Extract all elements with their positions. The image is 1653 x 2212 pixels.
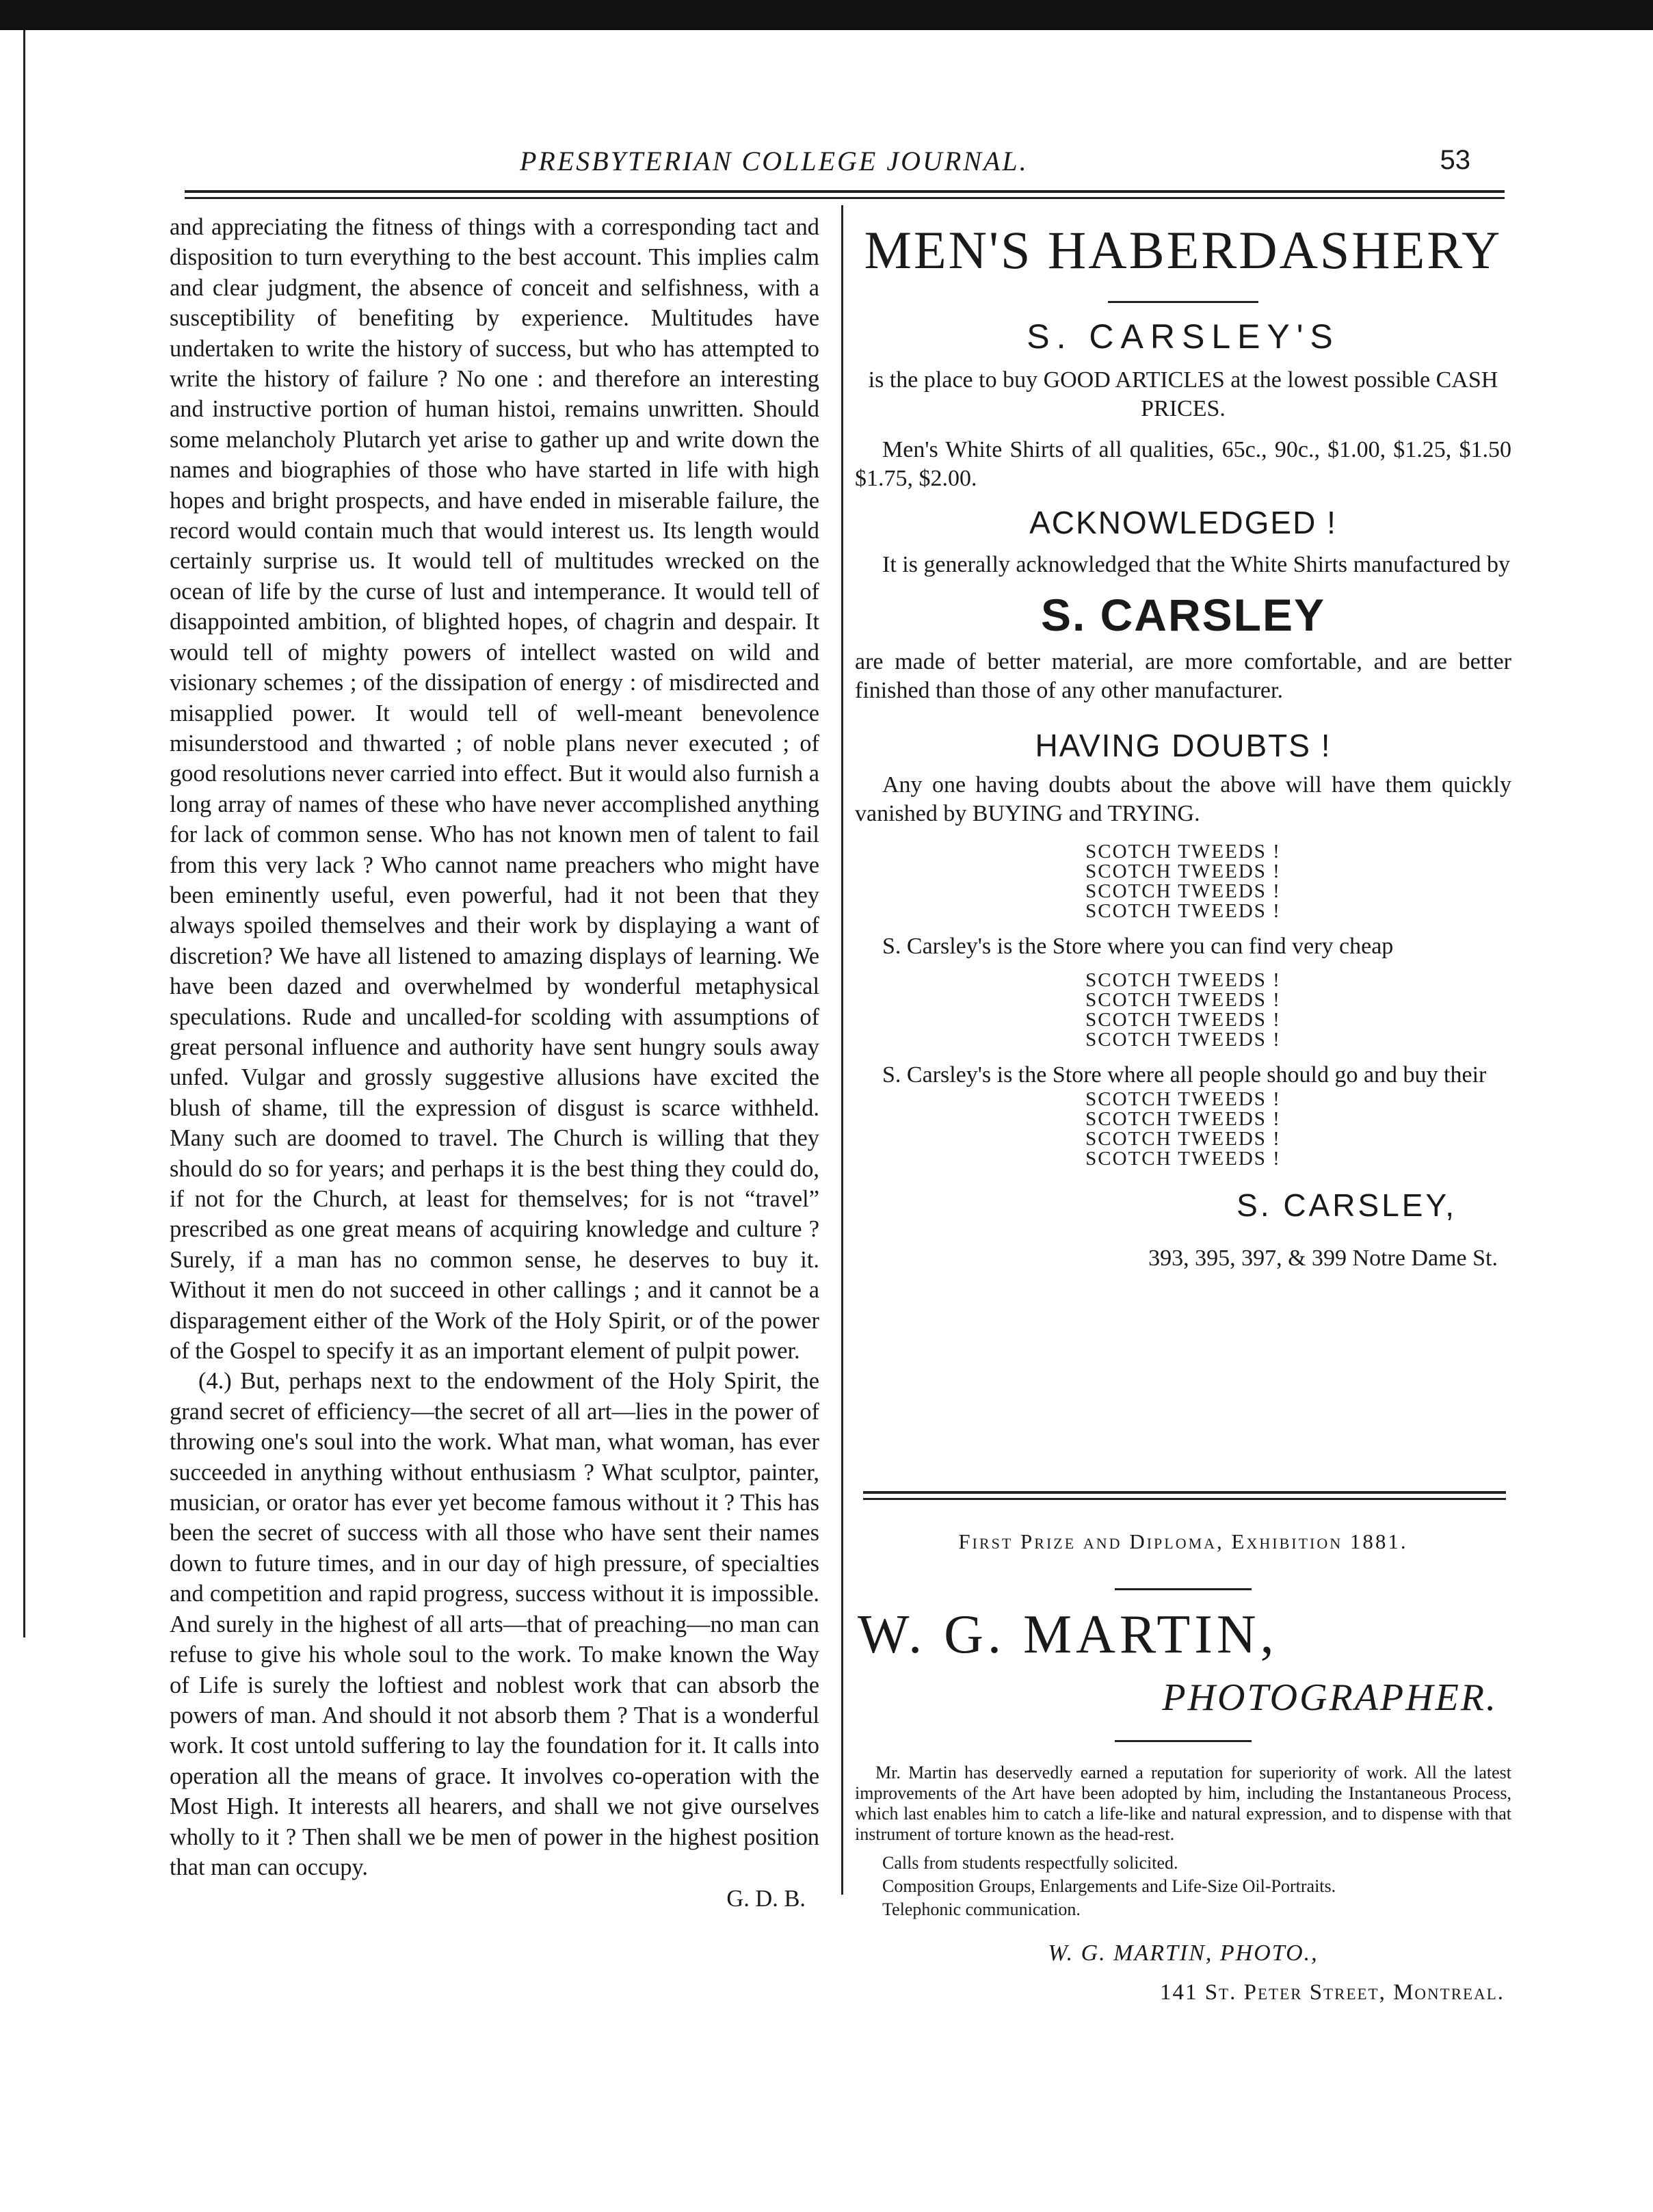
tweeds-line: SCOTCH TWEEDS ! [1085,1029,1281,1051]
article-column [170,212,819,1914]
scan-margin-line [23,30,25,1637]
store-line: S. Carsley's is the Store where you can find very cheap [882,934,1394,959]
tweeds-block [855,1090,1511,1169]
scan-top-border [0,0,1653,30]
article-signature: G. D. B. [726,1886,806,1912]
store-name: S. CARSLEY'S [1027,317,1340,356]
ad-rule [1115,1740,1252,1742]
quality-text: are made of better material, are more comfortable, and are better finished than those of any other manufacturer. [855,649,1511,703]
doubts-text: Any one having doubts about the above will have them quickly vanished by BUYING and TRYING. [855,772,1511,826]
ad-rule [1115,1588,1252,1590]
tweeds-line: SCOTCH TWEEDS ! [1085,900,1281,922]
tweeds-block [855,842,1511,921]
profession: PHOTOGRAPHER. [1162,1676,1498,1719]
article-paragraph: (4.) But, perhaps next to the endowment of the Holy Spirit, the grand secret of efficiency—the secret of all art—lies in the power of throwing one's soul into the work. What man, what woman, has ever succeeded in anything without enthusiasm ? What sculptor, painter, musician, or orator has ever yet become famous without it ? This has been the secret of success with all those who have sent their names down to future times, and in our day of high pressure, of specialties and competition and rapid progress, success without it is impossible. And surely in the highest of all arts—that of preaching—no man can refuse to give his whole soul to the work. To make known the Way of Life is surely the loftiest and noblest work that can absorb the powers of man. And should it not absorb them ? That is a wonderful work. It cost untold suffering to lay the foundation for it. It calls into operation all the means of grace. It involves co-operation with the Most High. It interests all hearers, and shall we not give ourselves wholly to it ? Then shall we be men of power in the highest position that man can occupy. [170,1368,819,1880]
tweeds-line: SCOTCH TWEEDS ! [1085,880,1281,902]
ad-separator-rule [863,1491,1506,1500]
tweeds-line: SCOTCH TWEEDS ! [1085,1128,1281,1150]
shirt-prices: Men's White Shirts of all qualities, 65c., 90c., $1.00, $1.25, $1.50 $1.75, $2.00. [855,437,1511,491]
telephone-line: Telephonic communication. [882,1899,1081,1919]
journal-title: PRESBYTERIAN COLLEGE JOURNAL. [520,146,1029,176]
doubts-heading: HAVING DOUBTS ! [1035,728,1332,763]
brand-name: S. CARSLEY [1040,590,1326,640]
services-line: Composition Groups, Enlargements and Life-Size Oil-Portraits. [882,1876,1336,1896]
ad-title: MEN'S HABERDASHERY [864,220,1503,280]
prize-line: First Prize and Diploma, Exhibition 1881. [958,1529,1408,1553]
running-header [185,145,1484,186]
acknowledged-text: It is generally acknowledged that the White Shirts manufactured by [882,552,1511,577]
ad-signoff: S. CARSLEY, [1237,1187,1457,1223]
photo-address: 141 St. Peter Street, Montreal. [1159,1980,1505,2005]
tweeds-line: SCOTCH TWEEDS ! [1085,1088,1281,1110]
photo-signoff: W. G. MARTIN, PHOTO., [1048,1940,1319,1966]
tweeds-block [855,971,1511,1050]
students-line: Calls from students respectfully solicited. [882,1853,1178,1873]
page-number: 53 [1440,145,1470,175]
ad-rule [1108,301,1258,303]
tweeds-line: SCOTCH TWEEDS ! [1085,969,1281,991]
photographer-name: W. G. MARTIN, [858,1605,1278,1665]
ad-intro: is the place to buy GOOD ARTICLES at the lowest possible CASH PRICES. [868,367,1498,421]
tweeds-line: SCOTCH TWEEDS ! [1085,1108,1281,1130]
haberdashery-ad [855,218,1511,1273]
tweeds-line: SCOTCH TWEEDS ! [1085,1148,1281,1170]
article-paragraph: and appreciating the fitness of things with a corresponding tact and disposition to turn everything to the best account. This implies calm and clear judgment, the absence of conceit and selfishness, with a susceptibility of benefiting by experience. Multitudes have undertaken to write the history of success, but who has attempted to write the history of failure ? No one : and therefore an interesting and instructive portion of human histoi, remains unwritten. Should some melancholy Plutarch yet arise to gather up and write down the names and biographies of those who have started in life with high hopes and bright prospects, and have ended in miserable failure, the record would contain much that would interest us. Its length would certainly surprise us. It would tell of multitudes wrecked on the ocean of life by the curse of lust and intemperance. It would tell of disappointed ambition, of blighted hopes, of chagrin and despair. It would tell of mighty powers of intellect wasted on wild and visionary schemes ; of the dissipation of energy : of misdirected and misapplied power. It would tell of well-meant benevolence misunderstood and thwarted ; of noble plans never executed ; of good resolutions never carried into effect. But it would also furnish a long array of names of these who have never accomplished anything for lack of common sense. Who has not known men of talent to fail from this very lack ? Who cannot name preachers who might have been eminently useful, even powerful, had it not been that they always spoiled themselves and their work by displaying a want of discretion? We have all listened to amazing displays of learning. We have been dazed and overwhelmed by wonderful metaphysical speculations. Rude and uncalled-for scolding with assumptions of great personal influence and authority have sent hungry souls away unfed. Vulgar and grossly suggestive allusions have excited the blush of shame, till the expression of disgust is scarce withheld. Many such are doomed to travel. The Church is willing that they should do so for years; and perhaps it is the best thing they could do, if not for the Church, at least for themselves; for is not “travel” prescribed as one great means of acquiring knowledge and culture ? Surely, if a man has no common sense, he deserves to buy it. Without it men do not succeed in other callings ; and it cannot be a disparagement either of the Work of the Holy Spirit, or of the power of the Gospel to specify it as an important element of pulpit power. [170,214,819,1365]
tweeds-line: SCOTCH TWEEDS ! [1085,1009,1281,1031]
header-rule [185,190,1505,199]
tweeds-line: SCOTCH TWEEDS ! [1085,860,1281,882]
store-address: 393, 395, 397, & 399 Notre Dame St. [1148,1246,1498,1271]
photographer-ad [855,1529,1511,2005]
tweeds-line: SCOTCH TWEEDS ! [1085,841,1281,863]
tweeds-line: SCOTCH TWEEDS ! [1085,989,1281,1011]
store-line: S. Carsley's is the Store where all people should go and buy their [882,1062,1487,1088]
photographer-blurb: Mr. Martin has deservedly earned a reputation for superiority of work. All the latest improvements of the Art have been adopted by him, including the Instantaneous Process, which last enables him to catch a life-like and natural expression, and to dispense with that instrument of torture known as the head-rest. [855,1763,1511,1844]
column-divider [841,205,843,1895]
acknowledged-heading: ACKNOWLEDGED ! [1029,505,1337,540]
